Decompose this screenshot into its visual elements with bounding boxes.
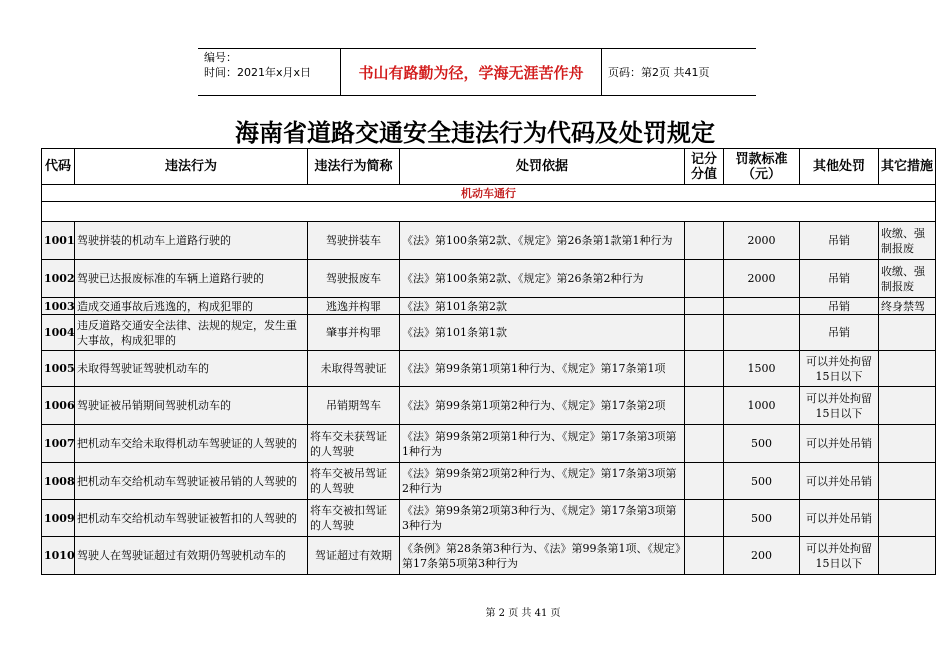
code-cell: 1008 bbox=[42, 463, 75, 500]
points-cell bbox=[685, 500, 724, 537]
document-title: 海南省道路交通安全违法行为代码及处罚规定 bbox=[235, 118, 715, 147]
basis-cell: 《法》第100条第2款、《规定》第26条第2种行为 bbox=[400, 260, 685, 298]
measures-cell bbox=[879, 425, 936, 463]
code-cell: 1002 bbox=[42, 260, 75, 298]
other-cell: 可以并处吊销 bbox=[800, 500, 879, 537]
basis-cell: 《法》第100条第2款、《规定》第26条第1款第1种行为 bbox=[400, 222, 685, 260]
table-row bbox=[42, 463, 936, 500]
spacer-row bbox=[42, 202, 936, 222]
basis-cell: 《法》第99条第2项第1种行为、《规定》第17条第3项第1种行为 bbox=[400, 425, 685, 463]
table-row bbox=[42, 500, 936, 537]
points-cell bbox=[685, 315, 724, 351]
basis-cell: 《法》第99条第1项第2种行为、《规定》第17条第2项 bbox=[400, 387, 685, 425]
time-label: 时间：2021年x月x日 bbox=[204, 66, 312, 79]
fine-cell: 2000 bbox=[724, 222, 800, 260]
header-fine: 罚款标准（元） bbox=[724, 149, 800, 185]
table-row bbox=[42, 222, 936, 260]
page-header bbox=[198, 48, 756, 96]
fine-cell: 1000 bbox=[724, 387, 800, 425]
measures-cell: 收缴、强制报废 bbox=[879, 260, 936, 298]
code-cell: 1007 bbox=[42, 425, 75, 463]
fine-cell: 2000 bbox=[724, 260, 800, 298]
abbr-cell: 肇事并构罪 bbox=[308, 315, 400, 351]
points-cell bbox=[685, 387, 724, 425]
fine-cell: 500 bbox=[724, 500, 800, 537]
points-cell bbox=[685, 222, 724, 260]
abbr-cell: 驾驶拼装车 bbox=[308, 222, 400, 260]
points-cell bbox=[685, 425, 724, 463]
header-meta bbox=[198, 49, 340, 95]
fine-cell: 500 bbox=[724, 463, 800, 500]
measures-cell bbox=[879, 537, 936, 575]
header-page-label: 页码：第2页 共41页 bbox=[608, 66, 710, 79]
behavior-cell: 驾驶已达报废标准的车辆上道路行驶的 bbox=[75, 260, 308, 298]
behavior-cell: 造成交通事故后逃逸的，构成犯罪的 bbox=[75, 298, 308, 315]
table-row bbox=[42, 537, 936, 575]
code-cell: 1001 bbox=[42, 222, 75, 260]
abbr-cell: 将车交未获驾证的人驾驶 bbox=[308, 425, 400, 463]
behavior-cell: 驾驶人在驾驶证超过有效期仍驾驶机动车的 bbox=[75, 537, 308, 575]
header-motto: 书山有路勤为径，学海无涯苦作舟 bbox=[340, 49, 602, 95]
table-row bbox=[42, 315, 936, 351]
table-row bbox=[42, 351, 936, 387]
measures-cell bbox=[879, 315, 936, 351]
behavior-cell: 把机动车交给机动车驾驶证被暂扣的人驾驶的 bbox=[75, 500, 308, 537]
other-cell: 吊销 bbox=[800, 315, 879, 351]
measures-cell bbox=[879, 351, 936, 387]
fine-cell bbox=[724, 315, 800, 351]
behavior-cell: 驾驶拼装的机动车上道路行驶的 bbox=[75, 222, 308, 260]
header-other: 其他处罚 bbox=[800, 149, 879, 185]
basis-cell: 《条例》第28条第3种行为、《法》第99条第1项、《规定》第17条第5项第3种行为 bbox=[400, 537, 685, 575]
code-cell: 1005 bbox=[42, 351, 75, 387]
behavior-cell: 把机动车交给未取得机动车驾驶证的人驾驶的 bbox=[75, 425, 308, 463]
behavior-cell: 驾驶证被吊销期间驾驶机动车的 bbox=[75, 387, 308, 425]
table-row bbox=[42, 260, 936, 298]
points-cell bbox=[685, 463, 724, 500]
header-points: 记分分值 bbox=[685, 149, 724, 185]
behavior-cell: 违反道路交通安全法律、法规的规定，发生重大事故，构成犯罪的 bbox=[75, 315, 308, 351]
code-cell: 1006 bbox=[42, 387, 75, 425]
other-cell: 可以并处吊销 bbox=[800, 463, 879, 500]
abbr-cell: 未取得驾驶证 bbox=[308, 351, 400, 387]
other-cell: 吊销 bbox=[800, 298, 879, 315]
table-header-row bbox=[42, 149, 936, 185]
fine-cell bbox=[724, 298, 800, 315]
code-cell: 1010 bbox=[42, 537, 75, 575]
header-abbr: 违法行为简称 bbox=[308, 149, 400, 185]
other-cell: 可以并处拘留15日以下 bbox=[800, 537, 879, 575]
section-title: 机动车通行 bbox=[42, 185, 936, 202]
points-cell bbox=[685, 260, 724, 298]
fine-cell: 200 bbox=[724, 537, 800, 575]
code-cell: 1003 bbox=[42, 298, 75, 315]
spacer-cell bbox=[42, 202, 936, 222]
basis-cell: 《法》第101条第2款 bbox=[400, 298, 685, 315]
other-cell: 可以并处吊销 bbox=[800, 425, 879, 463]
other-cell: 吊销 bbox=[800, 222, 879, 260]
code-cell: 1004 bbox=[42, 315, 75, 351]
measures-cell: 终身禁驾 bbox=[879, 298, 936, 315]
table-row bbox=[42, 425, 936, 463]
other-cell: 可以并处拘留15日以下 bbox=[800, 351, 879, 387]
behavior-cell: 未取得驾驶证驾驶机动车的 bbox=[75, 351, 308, 387]
header-basis: 处罚依据 bbox=[400, 149, 685, 185]
basis-cell: 《法》第99条第1项第1种行为、《规定》第17条第1项 bbox=[400, 351, 685, 387]
behavior-cell: 把机动车交给机动车驾驶证被吊销的人驾驶的 bbox=[75, 463, 308, 500]
points-cell bbox=[685, 351, 724, 387]
section-row bbox=[42, 185, 936, 202]
measures-cell bbox=[879, 463, 936, 500]
violation-table bbox=[41, 148, 936, 575]
abbr-cell: 驾驶报废车 bbox=[308, 260, 400, 298]
abbr-cell: 驾证超过有效期 bbox=[308, 537, 400, 575]
code-cell: 1009 bbox=[42, 500, 75, 537]
points-cell bbox=[685, 298, 724, 315]
number-label: 编号： bbox=[204, 51, 237, 64]
points-cell bbox=[685, 537, 724, 575]
basis-cell: 《法》第99条第2项第3种行为、《规定》第17条第3项第3种行为 bbox=[400, 500, 685, 537]
other-cell: 吊销 bbox=[800, 260, 879, 298]
abbr-cell: 将车交被吊驾证的人驾驶 bbox=[308, 463, 400, 500]
abbr-cell: 吊销期驾车 bbox=[308, 387, 400, 425]
table-row bbox=[42, 298, 936, 315]
abbr-cell: 逃逸并构罪 bbox=[308, 298, 400, 315]
page-footer: 第 2 页 共 41 页 bbox=[485, 608, 561, 619]
header-behavior: 违法行为 bbox=[75, 149, 308, 185]
measures-cell bbox=[879, 387, 936, 425]
measures-cell: 收缴、强制报废 bbox=[879, 222, 936, 260]
basis-cell: 《法》第99条第2项第2种行为、《规定》第17条第3项第2种行为 bbox=[400, 463, 685, 500]
table-row bbox=[42, 387, 936, 425]
header-measures: 其它措施 bbox=[879, 149, 936, 185]
other-cell: 可以并处拘留15日以下 bbox=[800, 387, 879, 425]
measures-cell bbox=[879, 500, 936, 537]
abbr-cell: 将车交被扣驾证的人驾驶 bbox=[308, 500, 400, 537]
fine-cell: 500 bbox=[724, 425, 800, 463]
header-code: 代码 bbox=[42, 149, 75, 185]
basis-cell: 《法》第101条第1款 bbox=[400, 315, 685, 351]
fine-cell: 1500 bbox=[724, 351, 800, 387]
